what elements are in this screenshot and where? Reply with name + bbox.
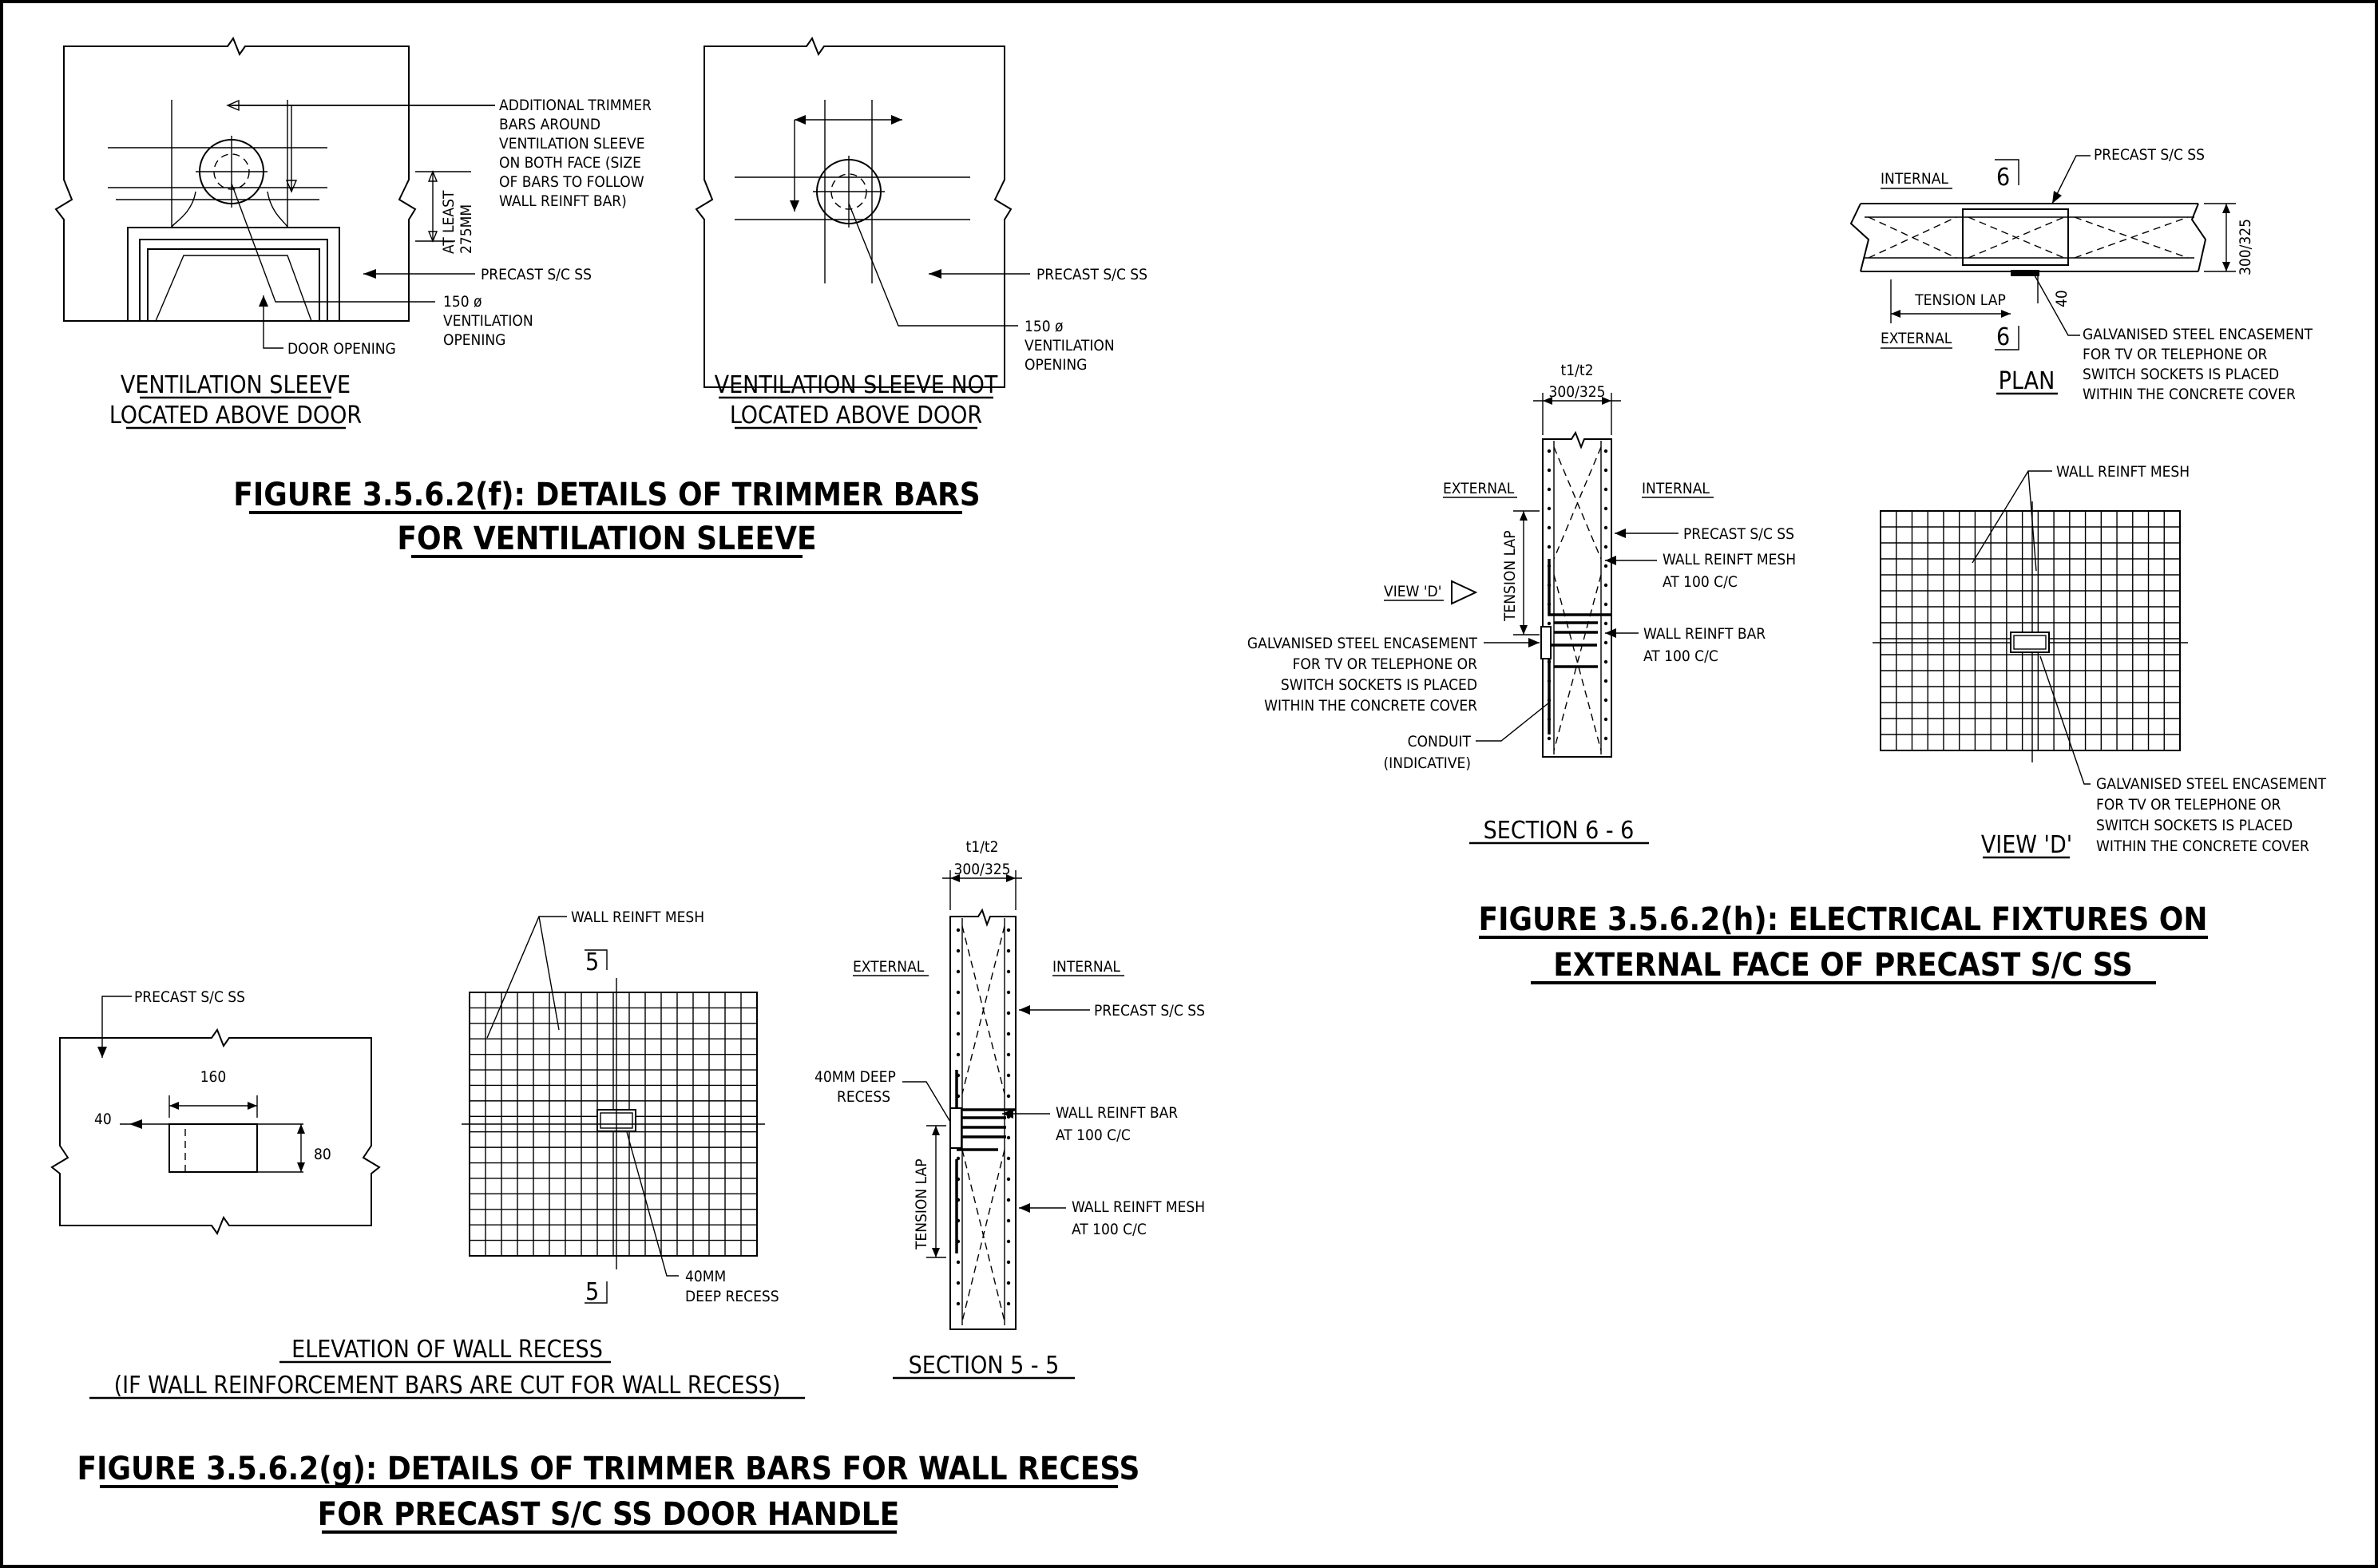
plan-caption: PLAN [1998, 367, 2055, 395]
caption-right-1: VENTILATION SLEEVE NOT [714, 371, 998, 399]
rebar-dot [957, 1032, 960, 1035]
plan-external-label: EXTERNAL [1881, 330, 1952, 347]
rebar-dot [1604, 449, 1607, 453]
door-leaf [156, 255, 311, 321]
sec5-caption: SECTION 5 - 5 [908, 1352, 1060, 1380]
sec6-mesh-label: WALL REINFT MESH [1663, 551, 1797, 568]
rebar-dot [1007, 1053, 1010, 1056]
view-d-galv-label: WITHIN THE CONCRETE COVER [2096, 837, 2309, 855]
sec6-internal-label: INTERNAL [1642, 480, 1710, 497]
recess-mesh-panel [462, 909, 779, 1306]
recess-label-g: 40MM [685, 1268, 727, 1285]
view-d-galv-label: GALVANISED STEEL ENCASEMENT [2096, 775, 2327, 793]
rebar-dot [957, 1053, 960, 1056]
rebar-dot [1604, 584, 1607, 587]
sec5-recess-label: RECESS [837, 1088, 891, 1106]
rebar-dot [1007, 1240, 1010, 1243]
door-frame [128, 228, 339, 321]
rebar-dot [1548, 622, 1551, 625]
opening-label-left: OPENING [443, 331, 506, 349]
rebar-dot [957, 1281, 960, 1285]
sec5-mesh-label: WALL REINFT MESH [1072, 1198, 1206, 1216]
sec5-bar-label: WALL REINFT BAR [1056, 1104, 1179, 1122]
sec5-dim-label: 300/325 [953, 861, 1011, 878]
plan-outline [1851, 204, 2206, 271]
view-d-galv-label: FOR TV OR TELEPHONE OR [2096, 796, 2281, 814]
dim-160: 160 [200, 1068, 227, 1086]
sec6-galv-label: WITHIN THE CONCRETE COVER [1264, 697, 1477, 715]
rebar-dot [1007, 1012, 1010, 1015]
rebar-dot [1604, 469, 1607, 472]
view-d-galv-label: SWITCH SOCKETS IS PLACED [2096, 817, 2293, 834]
rebar-dot [1007, 1136, 1010, 1139]
rebar-dot [1604, 737, 1607, 740]
rebar-dot [1007, 1032, 1010, 1035]
rebar-dot [1604, 507, 1607, 510]
sec5-precast-label: PRECAST S/C SS [1094, 1002, 1206, 1020]
sec5-cross-bars [962, 926, 1005, 1321]
rebar-dot [957, 1261, 960, 1264]
rebar-dot [1007, 949, 1010, 952]
plan-precast-label: PRECAST S/C SS [2094, 146, 2206, 164]
trimmer-note-line: OF BARS TO FOLLOW [499, 173, 644, 191]
sec6-galv-label: SWITCH SOCKETS IS PLACED [1280, 676, 1477, 694]
sec5-tension-label: TENSION LAP [913, 1158, 930, 1249]
precast-label-right: PRECAST S/C SS [1036, 266, 1148, 283]
trimmer-note-line: VENTILATION SLEEVE [499, 135, 645, 152]
rebar-dot [1604, 488, 1607, 491]
panel-sleeve-above-door [56, 38, 652, 430]
figure-h-title-2: EXTERNAL FACE OF PRECAST S/C SS [1553, 947, 2133, 984]
rebar-dot [1548, 526, 1551, 529]
caption-left-2: LOCATED ABOVE DOOR [109, 402, 363, 430]
rebar-dot [1604, 699, 1607, 702]
elevation-caption-2: (IF WALL REINFORCEMENT BARS ARE CUT FOR WALL RECESS) [113, 1372, 781, 1400]
recess-label-g: DEEP RECESS [685, 1288, 779, 1305]
rebar-dot [957, 1302, 960, 1305]
opening-label-right: VENTILATION [1025, 337, 1115, 354]
rebar-dot [1548, 449, 1551, 453]
view-d-caption: VIEW 'D' [1980, 831, 2073, 859]
rebar-dot [1604, 603, 1607, 606]
view-d [1873, 463, 2327, 859]
rebar-dot [1007, 970, 1010, 973]
sec6-tension-label: TENSION LAP [1501, 530, 1519, 621]
precast-label-g: PRECAST S/C SS [134, 988, 246, 1006]
at-least-dim: 275MM [458, 204, 475, 254]
view-d-outline [1881, 511, 2180, 750]
plan-galv-label: SWITCH SOCKETS IS PLACED [2083, 366, 2280, 383]
elevation-caption-1: ELEVATION OF WALL RECESS [291, 1336, 603, 1364]
plan-galv-label: GALVANISED STEEL ENCASEMENT [2083, 326, 2313, 343]
sec6-precast-label: PRECAST S/C SS [1683, 525, 1795, 543]
trimmer-bends [172, 192, 287, 228]
sec6-galv-label: FOR TV OR TELEPHONE OR [1292, 655, 1477, 673]
at-least-label: AT LEAST [440, 190, 458, 254]
rebar-dot [1007, 1219, 1010, 1222]
rebar-dot [957, 949, 960, 952]
section-5-5 [814, 838, 1205, 1380]
door-opening-label: DOOR OPENING [287, 340, 396, 358]
caption-right-2: LOCATED ABOVE DOOR [729, 402, 983, 430]
rebar-dot [957, 970, 960, 973]
rebar-dot [1007, 1157, 1010, 1160]
plan-tension-label: TENSION LAP [1915, 291, 2006, 309]
precast-label-left: PRECAST S/C SS [481, 266, 593, 283]
panel-sleeve-not-above-door [696, 38, 1147, 430]
view-d-mesh-label: WALL REINFT MESH [2056, 463, 2190, 481]
rebar-dot [1604, 718, 1607, 721]
figure-g-title-1: FIGURE 3.5.6.2(g): DETAILS OF TRIMMER BARS FOR WALL RECESS [77, 1451, 1140, 1487]
rebar-dot [1007, 1178, 1010, 1181]
sec5-t-label: t1/t2 [965, 838, 999, 856]
sec6-caption: SECTION 6 - 6 [1483, 817, 1635, 845]
plan-galv-label: WITHIN THE CONCRETE COVER [2083, 386, 2296, 403]
rebar-dot [1007, 991, 1010, 994]
rebar-dot [1604, 660, 1607, 663]
sec5-recess [950, 1108, 961, 1148]
wall-outline-left [56, 38, 415, 321]
sec6-galv-label: GALVANISED STEEL ENCASEMENT [1246, 635, 1477, 652]
opening-label-left: VENTILATION [443, 312, 533, 330]
rebar-dot [1548, 507, 1551, 510]
rebar-dot [1548, 737, 1551, 740]
sec6-external-label: EXTERNAL [1443, 480, 1515, 497]
rebar-dot [1548, 488, 1551, 491]
sec6-dim-label: 300/325 [1548, 383, 1606, 401]
sheet-border [2, 2, 2376, 1566]
trimmer-note-line: BARS AROUND [499, 116, 601, 133]
rebar-dot [1007, 1198, 1010, 1202]
view-d-mesh-grid [1881, 511, 2180, 750]
figure-f-title-1: FIGURE 3.5.6.2(f): DETAILS OF TRIMMER BARS [233, 477, 981, 513]
rebar-dot [957, 991, 960, 994]
trimmer-note-line: ON BOTH FACE (SIZE [499, 154, 641, 172]
plan-section-mark-top: 6 [1996, 164, 2011, 192]
rebar-dot [1007, 1302, 1010, 1305]
sec6-mesh-label: AT 100 C/C [1663, 573, 1738, 591]
sec5-bar-label: AT 100 C/C [1056, 1127, 1131, 1144]
view-d-arrow [1452, 581, 1476, 604]
rebar-dot [1007, 1261, 1010, 1264]
recess-wall-outline [52, 1030, 379, 1233]
section-6-6 [1247, 362, 1796, 845]
wall-outline-right [696, 38, 1011, 387]
section-mark-top: 5 [585, 948, 600, 976]
plan-internal-label: INTERNAL [1881, 170, 1948, 188]
rebar-dot [1604, 545, 1607, 548]
mesh-label-g: WALL REINFT MESH [571, 909, 705, 926]
plan-galv-label: FOR TV OR TELEPHONE OR [2083, 346, 2268, 363]
sec5-mesh-label: AT 100 C/C [1072, 1221, 1147, 1238]
trimmer-note-line: ADDITIONAL TRIMMER [499, 97, 652, 114]
figure-f [56, 38, 1147, 557]
dim-80: 80 [314, 1146, 331, 1163]
rebar-dot [1604, 641, 1607, 644]
sec6-encasement [1541, 627, 1551, 659]
plan-section-mark-bottom: 6 [1996, 323, 2011, 351]
figure-h [1247, 146, 2327, 984]
dim-40: 40 [94, 1111, 112, 1128]
figure-g-title-2: FOR PRECAST S/C SS DOOR HANDLE [317, 1496, 900, 1533]
rebar-dot [1548, 469, 1551, 472]
sec6-conduit-label: CONDUIT [1407, 733, 1471, 750]
section-mark-bottom: 5 [585, 1278, 600, 1306]
rebar-dot [957, 929, 960, 932]
sec6-bars [1549, 559, 1611, 735]
sec6-bar-label: AT 100 C/C [1643, 647, 1718, 665]
sec5-external-label: EXTERNAL [853, 958, 925, 976]
rebar-dot [1548, 545, 1551, 548]
plan-view [1851, 146, 2313, 403]
rebar-dot [1007, 1281, 1010, 1285]
figure-g [52, 838, 1205, 1533]
rebar-dot [1007, 1074, 1010, 1077]
rebar-dot [1604, 526, 1607, 529]
figure-f-title-2: FOR VENTILATION SLEEVE [397, 521, 817, 557]
plan-40-label: 40 [2053, 290, 2071, 307]
rebar-dot [1604, 622, 1607, 625]
caption-left-1: VENTILATION SLEEVE [120, 371, 351, 399]
rebar-dot [1007, 1095, 1010, 1098]
plan-dim-label: 300/325 [2237, 219, 2254, 275]
rebar-dot [957, 1012, 960, 1015]
recess-elevation [52, 988, 379, 1233]
sec5-internal-label: INTERNAL [1052, 958, 1120, 976]
sec5-recess-label: 40MM DEEP [814, 1068, 896, 1086]
view-d-marker-label: VIEW 'D' [1384, 583, 1442, 600]
rebar-dot [1604, 564, 1607, 568]
sec6-t-label: t1/t2 [1560, 362, 1594, 379]
rebar-dot [1604, 679, 1607, 683]
figure-h-title-1: FIGURE 3.5.6.2(h): ELECTRICAL FIXTURES ON [1478, 901, 2208, 938]
rebar-dot [1007, 929, 1010, 932]
sec6-bar-label: WALL REINFT BAR [1643, 625, 1766, 643]
sec6-conduit-label: (INDICATIVE) [1383, 754, 1471, 772]
opening-label-right: 150 ø [1025, 318, 1064, 335]
trimmer-note-line: WALL REINFT BAR) [499, 192, 627, 210]
opening-label-left: 150 ø [443, 293, 482, 311]
opening-label-right: OPENING [1025, 356, 1088, 374]
